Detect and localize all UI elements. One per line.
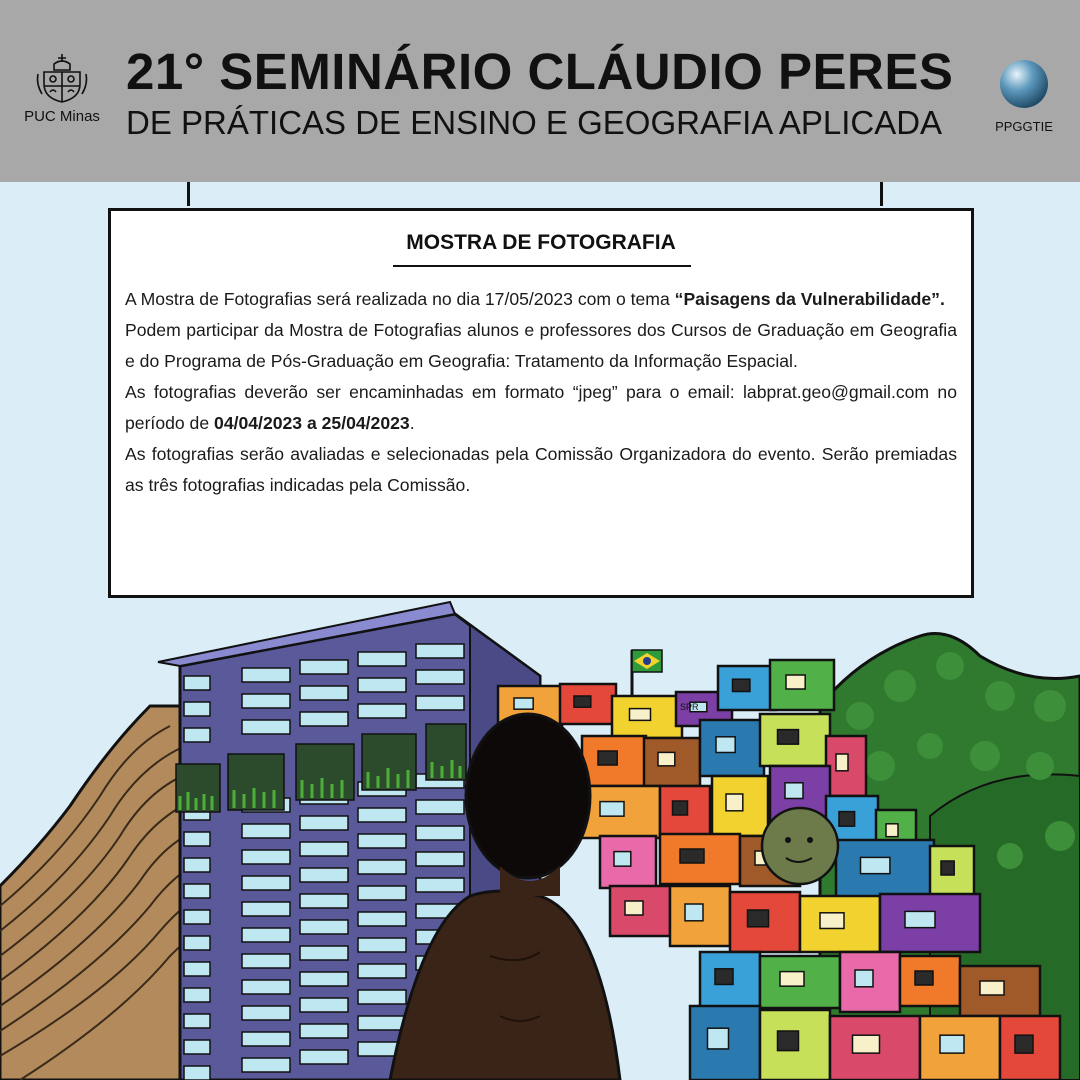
favela-house xyxy=(770,660,834,710)
favela-house xyxy=(800,896,880,952)
favela-house xyxy=(700,720,764,776)
tower-window xyxy=(184,676,210,690)
tower-window xyxy=(184,936,210,950)
favela-house xyxy=(830,1016,920,1080)
favela-house xyxy=(612,696,682,738)
favela-house xyxy=(730,892,800,952)
tower-window xyxy=(358,1016,406,1030)
tower-window xyxy=(416,800,464,814)
favela-house xyxy=(836,840,934,898)
tower-window xyxy=(416,696,464,710)
favela-house xyxy=(644,738,700,786)
header-banner xyxy=(0,0,1080,182)
tower-window xyxy=(242,980,290,994)
favela-house xyxy=(960,966,1040,1016)
tower-window xyxy=(184,702,210,716)
tower-window xyxy=(358,886,406,900)
globe-icon xyxy=(998,58,1050,110)
favela-house xyxy=(712,776,768,836)
tower-window xyxy=(416,670,464,684)
favela-house xyxy=(600,836,656,888)
notice-paragraph-submission xyxy=(125,377,957,439)
tower-window xyxy=(184,910,210,924)
tower-window xyxy=(242,850,290,864)
tower-window xyxy=(300,660,348,674)
tower-window xyxy=(300,816,348,830)
tower-window xyxy=(300,920,348,934)
tower-window xyxy=(300,946,348,960)
favela-house xyxy=(880,894,980,952)
notice-title: MOSTRA DE FOTOGRAFIA xyxy=(406,231,676,254)
favela-house xyxy=(660,786,710,836)
notice-submission-end: . xyxy=(409,413,415,433)
tower-window xyxy=(184,858,210,872)
favela-house xyxy=(660,834,740,884)
favela-house xyxy=(760,956,840,1008)
tower-window xyxy=(358,860,406,874)
tower-window xyxy=(242,824,290,838)
tower-window xyxy=(184,728,210,742)
tower-window xyxy=(300,972,348,986)
favela-house xyxy=(700,952,760,1008)
tower-window xyxy=(184,884,210,898)
favela-house xyxy=(690,1006,760,1080)
tower-window xyxy=(358,808,406,822)
notice-submission-dates: 04/04/2023 a 25/04/2023 xyxy=(214,413,410,433)
tower-window xyxy=(358,652,406,666)
favela-house xyxy=(930,846,974,896)
notice-theme: “Paisagens da Vulnerabilidade”. xyxy=(674,289,945,309)
notice-body xyxy=(125,284,957,501)
bush-creature xyxy=(762,808,838,884)
tower-window xyxy=(416,878,464,892)
tower-window xyxy=(184,988,210,1002)
tower-window xyxy=(242,1032,290,1046)
tower-window xyxy=(358,678,406,692)
tower-window xyxy=(242,928,290,942)
favela-house xyxy=(826,736,866,796)
tower-window xyxy=(242,876,290,890)
tower-window xyxy=(358,912,406,926)
favela-house xyxy=(582,736,646,786)
hanging-wire-left xyxy=(187,182,190,206)
tower-window xyxy=(184,832,210,846)
tower-window xyxy=(242,668,290,682)
tower-window xyxy=(300,998,348,1012)
tower-window xyxy=(242,1058,290,1072)
tower-window xyxy=(242,720,290,734)
favela-house xyxy=(580,786,660,838)
favela-house xyxy=(560,684,616,724)
notice-panel xyxy=(108,208,974,598)
notice-paragraph-eligibility: Podem participar da Mostra de Fotografias alunos e professores dos Cursos de Graduação em Geografia e do Programa de Pós-Graduação em Geografia: Tratamento da Informação Espacial. xyxy=(125,320,957,371)
tower-window xyxy=(358,834,406,848)
favela-house xyxy=(760,714,830,766)
tower-window xyxy=(242,1006,290,1020)
favela-house xyxy=(718,666,776,710)
tower-window xyxy=(242,902,290,916)
tower-window xyxy=(358,938,406,952)
favela-house xyxy=(920,1016,1000,1080)
tower-window xyxy=(184,1066,210,1080)
puc-minas-label: PUC Minas xyxy=(24,108,100,125)
title-underline xyxy=(393,265,691,267)
tower-window xyxy=(358,704,406,718)
tower-window xyxy=(184,962,210,976)
favela-house xyxy=(760,1010,830,1080)
tower-window xyxy=(300,868,348,882)
tower-window xyxy=(300,1050,348,1064)
tower-window xyxy=(242,954,290,968)
ppggtie-label: PPGGTIE xyxy=(995,119,1053,134)
tower-window xyxy=(242,694,290,708)
favela-illustration xyxy=(0,596,1080,1080)
notice-paragraph-evaluation: As fotografias serão avaliadas e selecionadas pela Comissão Organizadora do evento. Serão premiadas as três fotografias indicadas pela Comissão. xyxy=(125,444,957,495)
notice-date-text: A Mostra de Fotografias será realizada no dia 17/05/2023 com o tema xyxy=(125,289,675,309)
favela-house xyxy=(670,886,730,946)
tower-window xyxy=(184,1014,210,1028)
favela-house xyxy=(1000,1016,1060,1080)
favela-house xyxy=(900,956,960,1006)
tower-window xyxy=(358,964,406,978)
ppggtie-logo xyxy=(982,58,1066,134)
tower-window xyxy=(416,826,464,840)
tower-window xyxy=(300,686,348,700)
puc-minas-logo xyxy=(16,50,108,125)
tower-window xyxy=(184,1040,210,1054)
tower-window xyxy=(416,644,464,658)
favela-house xyxy=(840,952,900,1012)
tower-window xyxy=(416,852,464,866)
tower-window xyxy=(300,712,348,726)
tower-window xyxy=(358,990,406,1004)
page-subtitle: DE PRÁTICAS DE ENSINO E GEOGRAFIA APLICADA xyxy=(126,104,943,141)
tower-window xyxy=(300,1024,348,1038)
notice-submission-text: As fotografias deverão ser encaminhadas em formato “jpeg” para o email: labprat.geo@gmail.com no período de xyxy=(125,382,957,433)
tower-window xyxy=(300,894,348,908)
page-title: 21° SEMINÁRIO CLÁUDIO PERES xyxy=(126,43,954,100)
tower-window xyxy=(300,842,348,856)
wall-sign: SPR xyxy=(680,702,699,712)
notice-paragraph-date xyxy=(125,284,957,315)
hanging-wire-right xyxy=(880,182,883,206)
favela-house xyxy=(610,886,670,936)
puc-crest-icon xyxy=(34,50,90,106)
brazil-flag xyxy=(632,650,662,696)
